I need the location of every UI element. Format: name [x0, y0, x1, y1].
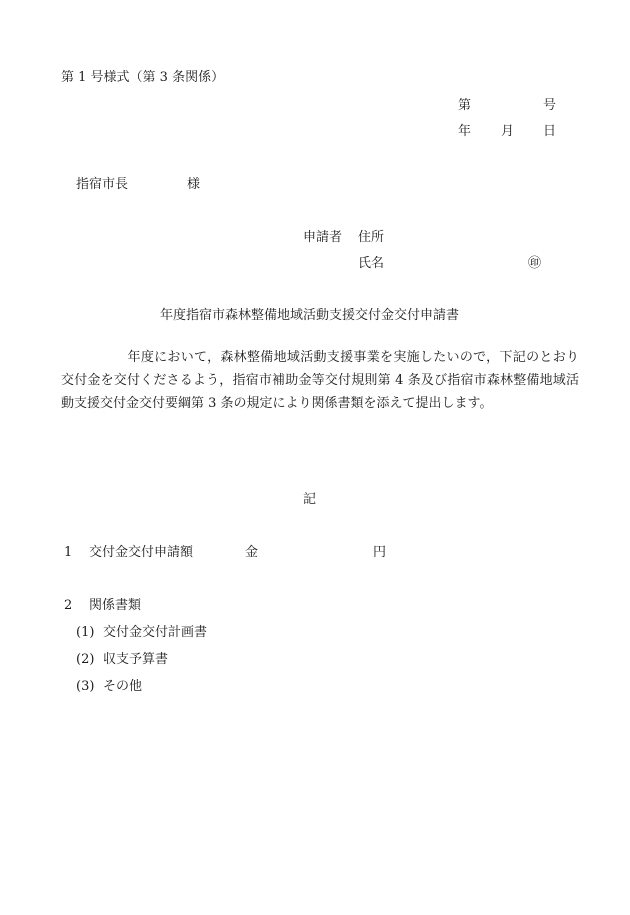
date-year: 年 [458, 124, 472, 139]
ki-heading: 記 [303, 492, 317, 507]
section2-item-text: 収支予算書 [103, 652, 169, 667]
section2-number: 2 [64, 598, 73, 613]
section1-number: 1 [64, 545, 73, 560]
applicant-name-label: 氏名 [358, 256, 385, 271]
addressee-name: 指宿市長 [76, 177, 129, 192]
doc-number-go: 号 [543, 98, 557, 113]
applicant-label: 申請者 [303, 230, 343, 245]
date-day: 日 [543, 124, 557, 139]
section1-label: 交付金交付申請額 [89, 545, 194, 560]
section2-item-num: (3) [76, 679, 95, 694]
form-number-label: 第 1 号様式（第 3 条関係） [61, 70, 225, 85]
applicant-address-label: 住所 [358, 230, 385, 245]
seal-mark: ㊞ [528, 256, 542, 271]
section2-item-num: (1) [76, 625, 95, 640]
addressee-honorific: 様 [187, 177, 201, 192]
section2-item-text: その他 [103, 679, 143, 694]
section2-item-num: (2) [76, 652, 95, 667]
section1-en: 円 [373, 545, 387, 560]
section2-label: 関係書類 [89, 598, 142, 613]
section2-item-text: 交付金交付計画書 [103, 625, 208, 640]
section1-kin: 金 [245, 545, 259, 560]
document-title: 年度指宿市森林整備地域活動支援交付金交付申請書 [160, 308, 460, 323]
date-month: 月 [501, 124, 515, 139]
body-paragraph: 年度において，森林整備地域活動支援事業を実施したいので，下記のとおり交付金を交付くださるよう，指宿市補助金等交付規則第 4 条及び指宿市森林整備地域活動支援交付金交付要綱第 3 条の規定により関係書類を添えて提出します。 [61, 350, 579, 411]
doc-number-dai: 第 [458, 98, 472, 113]
